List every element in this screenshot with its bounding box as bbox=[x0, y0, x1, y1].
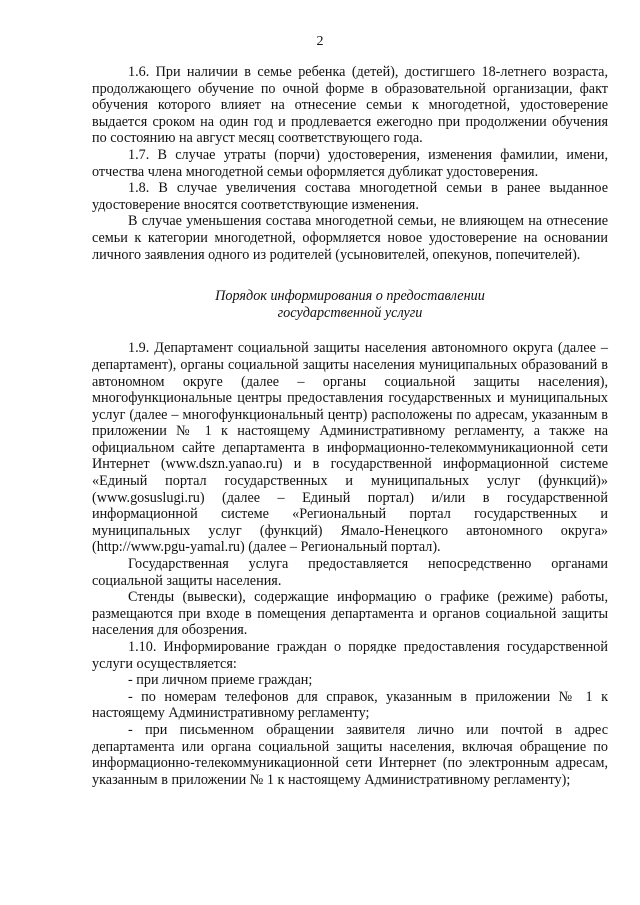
paragraph-1-8: 1.8. В случае увеличения состава многодетной семьи в ранее выданное удостоверение вносятся соответствующие изменения. bbox=[92, 180, 608, 213]
list-item-phone: - по номерам телефонов для справок, указанным в приложении № 1 к настоящему Административному регламенту; bbox=[92, 688, 608, 722]
list-item-personal-reception: - при личном приеме граждан; bbox=[128, 672, 313, 689]
document-body bbox=[92, 64, 608, 788]
paragraph-stands: Стенды (вывески), содержащие информацию о графике (режиме) работы, размещаются при входе в помещения департамента и органов социальной защиты населения для обозрения. bbox=[92, 589, 608, 639]
spacer bbox=[92, 321, 608, 340]
section-heading-line-2: государственной услуги bbox=[277, 304, 423, 321]
paragraph-1-9: 1.9. Департамент социальной защиты населения автономного округа (далее – департамент), органы социальной защиты населения муниципальных образований в автономном округе (далее – органы социальной защиты населения), многофункциональные центры предоставления государственных и муниципальных услуг (далее – многофункциональный центр) расположены по адресам, указанным в приложении № 1 к настоящему Административному регламенту, а также на официальном сайте департамента в информационно-телекоммуникационной сети Интернет (www.dszn.yanao.ru) и в государственной информационной системе «Единый портал государственных и муниципальных услуг (функций)» (www.gosuslugi.ru) (далее – Единый портал) и/или в государственной информационной системе «Региональный портал государственных и муниципальных услуг (функций) Ямало-Ненецкого автономного округа» (http://www.pgu-yamal.ru) (далее – Региональный портал). bbox=[92, 340, 608, 556]
spacer bbox=[92, 263, 608, 288]
section-heading-line-1: Порядок информирования о предоставлении bbox=[215, 288, 485, 305]
paragraph-service-provision: Государственная услуга предоставляется непосредственно органами социальной защиты населения. bbox=[92, 556, 608, 589]
page-number: 2 bbox=[316, 34, 324, 49]
list-item-written-request: - при письменном обращении заявителя лично или почтой в адрес департамента или органа социальной защиты населения, включая обращение по информационно-телекоммуникационной сети Интернет (по электронным адресам, указанным в приложении № 1 к настоящему Административному регламенту); bbox=[92, 721, 608, 788]
section-heading bbox=[92, 288, 608, 321]
paragraph-1-6: 1.6. При наличии в семье ребенка (детей), достигшего 18-летнего возраста, продолжающего обучение по очной форме в образовательной организации, факт обучения которого влияет на отнесение семьи к многодетной, удостоверение выдается сроком на один год и продлевается ежегодно при продолжении обучения по состоянию на август месяц соответствующего года. bbox=[92, 64, 608, 147]
paragraph-1-7: 1.7. В случае утраты (порчи) удостоверения, изменения фамилии, имени, отчества члена многодетной семьи оформляется дубликат удостоверения. bbox=[92, 146, 608, 180]
paragraph-1-10: 1.10. Информирование граждан о порядке предоставления государственной услуги осуществляется: bbox=[92, 639, 608, 672]
paragraph-reduction: В случае уменьшения состава многодетной семьи, не влияющем на отнесение семьи к категории многодетной, оформляется новое удостоверение на основании личного заявления одного из родителей (усыновителей, опекунов, попечителей). bbox=[92, 213, 608, 263]
